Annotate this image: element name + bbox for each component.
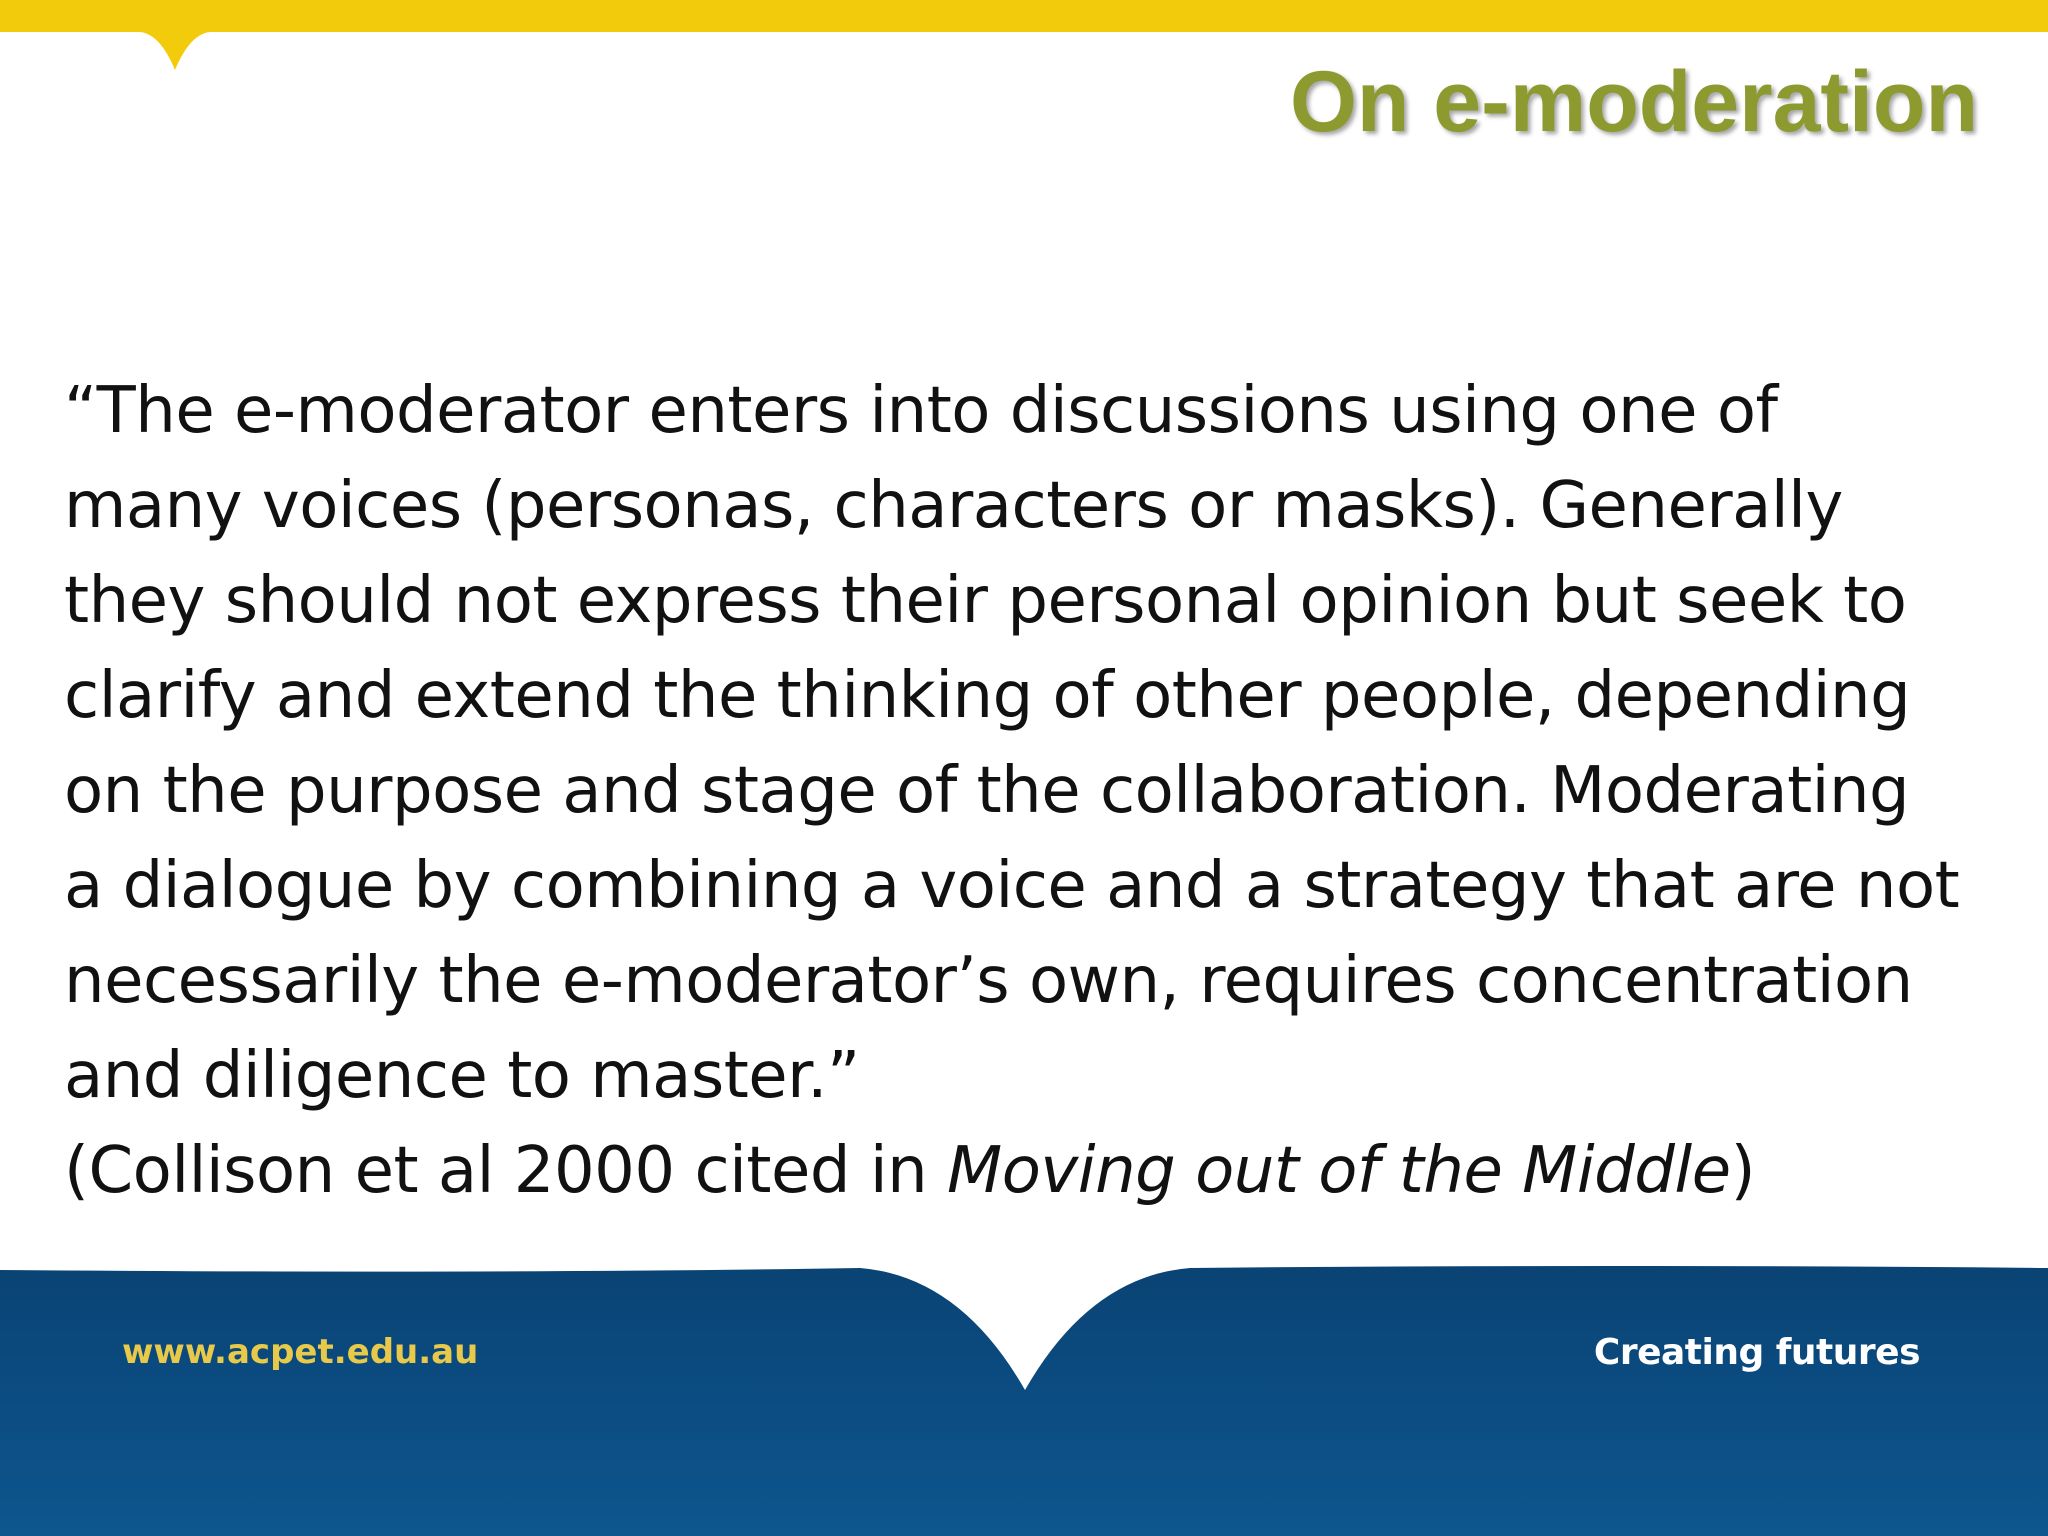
slide-title: On e-moderation [1289,54,1978,150]
citation-suffix: ) [1730,1134,1756,1208]
quote-line: “The e-moderator enters into discussions using one of [64,374,1778,448]
footer-tagline: Creating futures [1593,1332,1920,1373]
citation-book-title: Moving out of the Middle [947,1134,1731,1208]
quote-line: and diligence to master.” [64,1039,860,1113]
quote-line: a dialogue by combining a voice and a strategy that are not [64,849,1960,923]
quote-text [64,364,2004,1124]
citation-prefix: (Collison et al 2000 cited in [64,1134,948,1208]
citation [64,1124,2004,1219]
quote-line: necessarily the e-moderator’s own, requires concentration [64,944,1913,1018]
quote-line: many voices (personas, characters or masks). Generally [64,469,1843,543]
footer-url: www.acpet.edu.au [122,1332,479,1372]
quote-block [64,364,2004,1219]
bottom-decorative-band [0,1250,2048,1536]
quote-line: they should not express their personal opinion but seek to [64,564,1907,638]
quote-line: clarify and extend the thinking of other people, depending [64,659,1911,733]
quote-line: on the purpose and stage of the collaboration. Moderating [64,754,1910,828]
